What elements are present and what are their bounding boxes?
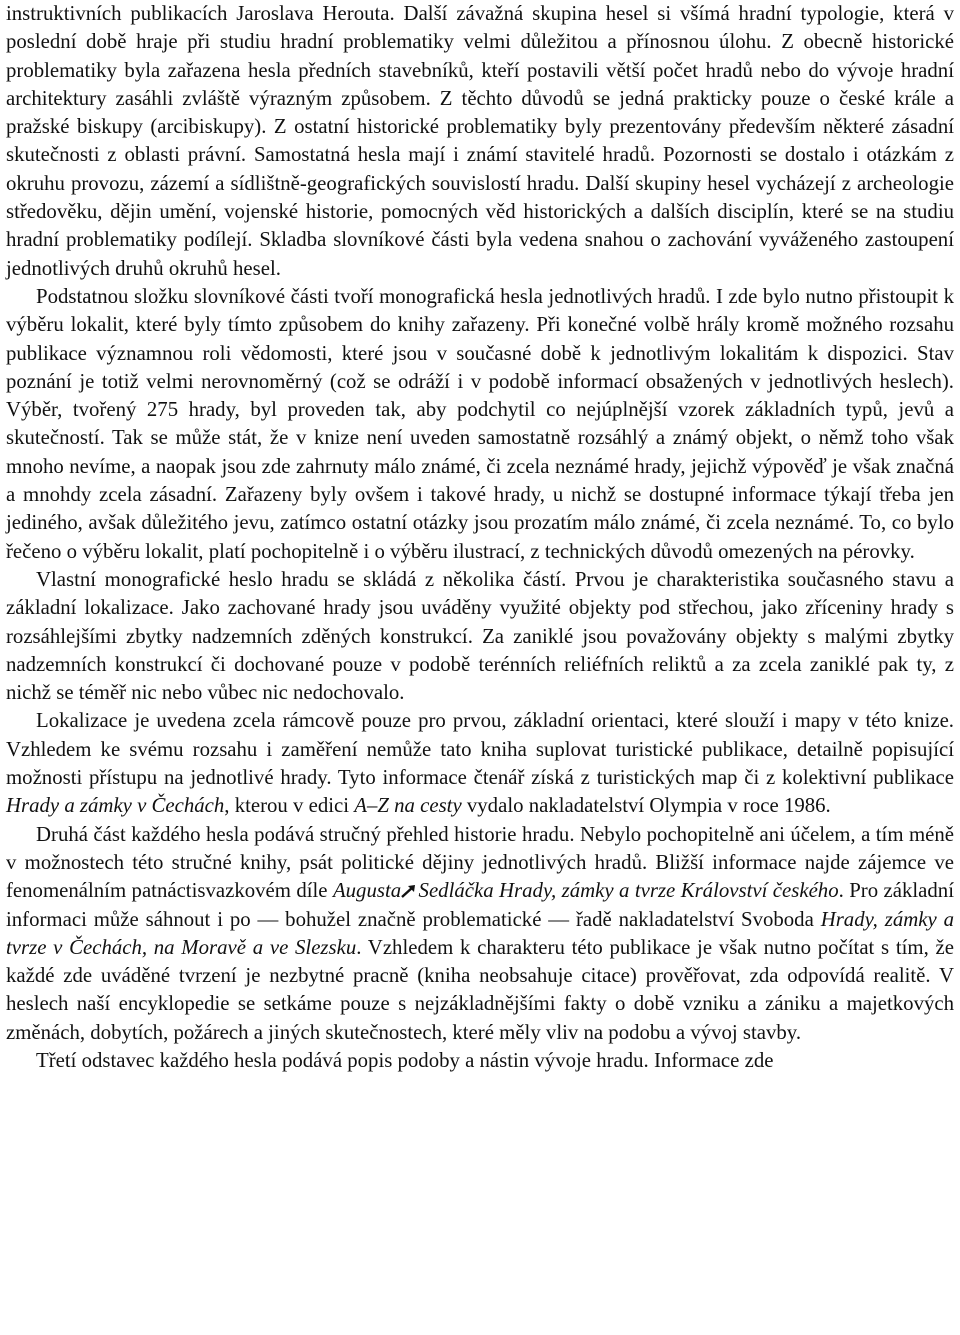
paragraph-5-author-title: Sedláčka Hrady, zámky a tvrze Království českého xyxy=(418,879,839,903)
paragraph-1: instruktivních publikacích Jaroslava Herouta. Další závažná skupina hesel si všímá hradní typologie, která v poslední době hraje při studiu hradní problematiky velmi důležitou a přínosnou úlohu. Z obecně historické problematiky byla zařazena hesla předních stavebníků, kteří postavili větší počet hradů nebo do vývoje hradní architektury zasáhli zvláště výrazným způsobem. Z těchto důvodů se jedná prakticky pouze o české krále a pražské biskupy (arcibiskupy). Z ostatní historické problematiky byly prezentovány především některé zásadní skutečnosti z oblasti právní. Samostatná hesla mají i známí stavitelé hradů. Pozornosti se dostalo i otázkám z okruhu provozu, zázemí a sídlištně-geografických souvislostí hradu. Další skupiny hesel vycházejí z archeologie středověku, dějin umění, vojenské historie, pomocných věd historických a dalších disciplín, které se na studiu hradní problematiky podílejí. Skladba slovníkové části byla vedena snahou o zachování vyváženého zastoupení jednotlivých druhů okruhů hesel. xyxy=(6,2,954,280)
paragraph-4-text-a: Lokalizace je uvedena zcela rámcově pouze pro prvou, základní orientaci, které slouží i mapy v této knize. Vzhledem ke svému rozsahu i zaměření nemůže tato kniha suplovat turistické publikace, detailně popisující možnosti přístupu na jednotlivé hrady. Tyto informace čtenář získá z turistických map či z kolektivní publikace xyxy=(6,709,954,790)
paragraph-5-text-b: . Pro základní informaci může sáhnout i po — bohužel značně problematické — řadě nakladatelství Svoboda xyxy=(6,879,954,931)
paragraph-6: Třetí odstavec každého hesla podává popis podoby a nástin vývoje hradu. Informace zde xyxy=(36,1048,774,1072)
arrow-mark-icon xyxy=(401,884,419,898)
document-page xyxy=(6,0,954,1075)
paragraph-4-text-c: vydalo nakladatelství Olympia v roce 1986. xyxy=(461,794,831,818)
paragraph-4-title-edice: A–Z na cesty xyxy=(354,794,462,818)
paragraph-5-text-c: . Vzhledem k charakteru této publikace je však nutno počítat s tím, že každé zde uváděné tvrzení je nezbytné pracně (kniha neobsahuje citace) prověřovat, zda odpovídá realitě. V heslech naší encyklopedie se setkáme pouze s nejzákladnějšími fakty o době vzniku a zániku a majetkových změnách, dobytích, požárech a jiných skutečnostech, které měly vliv na podobu a vývoj stavby. xyxy=(6,935,954,1044)
paragraph-3: Vlastní monografické heslo hradu se skládá z několika částí. Prvou je charakteristika současného stavu a základní lokalizace. Jako zachované hrady jsou uváděny využité objekty pod střechou, jako zříceniny hrady s rozsáhlejšími zbytky nadzemních zděných konstrukcí. Za zaniklé jsou považovány objekty s malými zbytky nadzemních konstrukcí či dochované pouze v podobě terénních reliéfních reliktů a za zcela zaniklé pak ty, z nichž se téměř nic nebo vůbec nic nedochovalo. xyxy=(6,567,954,705)
paragraph-5 xyxy=(6,821,954,1047)
paragraph-2: Podstatnou složku slovníkové části tvoří monografická hesla jednotlivých hradů. I zde bylo nutno přistoupit k výběru lokalit, které byly tímto způsobem do knihy zařazeny. Při konečné volbě hrály kromě možného rozsahu publikace významnou roli vědomosti, které jsou v současné době k jednotlivým lokalitám k dispozici. Stav poznání je totiž velmi nerovnoměrný (což se odráží i v podobě informací obsažených v jednotlivých heslech). Výběr, tvořený 275 hrady, byl proveden tak, aby podchytil co nejúplnější vzorek základních typů, jevů a skutečností. Tak se může stát, že v knize není uveden samostatně rozsáhlý a známý objekt, o němž toho však mnoho nevíme, a naopak jsou zde zahrnuty málo známé, či zcela neznámé hrady, jejichž výpověď je však značná a mnohdy zcela zásadní. Zařazeny byly ovšem i takové hrady, u nichž se dostupné informace týkají třeba jen jediného, avšak důležitého jevu, zatímco ostatní otázky jsou prozatím málo známé, či zcela neznámé. To, co bylo řečeno o výběru lokalit, platí pochopitelně i o výběru ilustrací, z technických důvodů omezených na pérovky. xyxy=(6,284,954,563)
paragraph-4 xyxy=(6,707,954,820)
paragraph-4-title-hrady-zamky: Hrady a zámky v Čechách xyxy=(6,794,225,818)
paragraph-5-author-first: Augusta xyxy=(332,879,402,903)
paragraph-5-text-a: Druhá část každého hesla podává stručný přehled historie hradu. Nebylo pochopitelně ani účelem, a tím méně v možnostech této stručné knihy, psát politické dějiny jednotlivých hradů. Bližší informace najde zájemce ve fenomenálním patnáctisvazkovém díle xyxy=(6,822,954,903)
paragraph-4-text-b: , kterou v edici xyxy=(224,794,355,818)
paragraph-5-title-svoboda: Hrady, zámky a tvrze v Čechách, na Moravě a ve Slezsku xyxy=(6,907,954,959)
